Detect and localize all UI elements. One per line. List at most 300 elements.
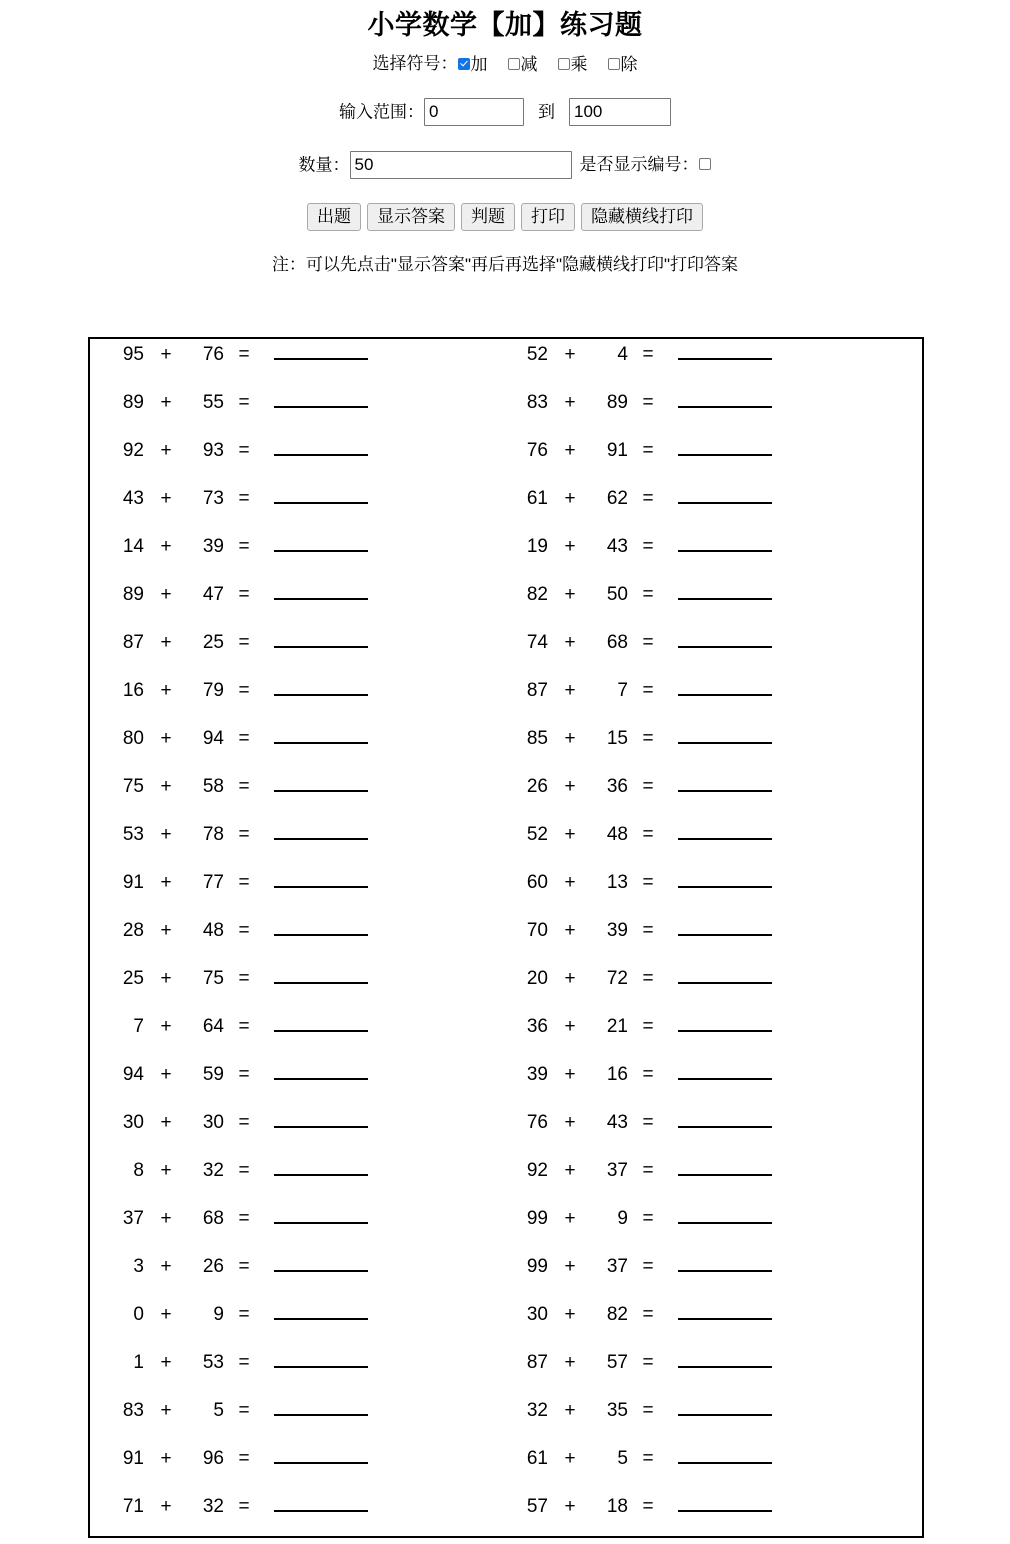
operand-a: 14: [122, 536, 144, 557]
problem-row: [512, 728, 922, 776]
problem-row: [512, 1064, 922, 1112]
operand-a: 0: [133, 1304, 144, 1325]
problem-row: [108, 440, 506, 488]
equals-symbol: =: [642, 1064, 654, 1085]
answer-blank[interactable]: [678, 392, 772, 408]
answer-blank[interactable]: [678, 920, 772, 936]
symbol-checkbox-1[interactable]: [508, 58, 520, 70]
operand-b: 7: [617, 680, 628, 701]
equals-symbol: =: [238, 1208, 250, 1229]
equals-symbol: =: [642, 1352, 654, 1373]
equals-symbol: =: [238, 920, 250, 941]
operand-a: 61: [526, 488, 548, 509]
answer-blank[interactable]: [678, 440, 772, 456]
operand-b: 43: [606, 536, 628, 557]
answer-blank[interactable]: [678, 1496, 772, 1512]
note-row: [0, 256, 1010, 273]
answer-blank[interactable]: [678, 632, 772, 648]
problems-container: [88, 337, 924, 1538]
action-button-2[interactable]: 判题: [461, 203, 515, 232]
problem-row: [512, 1496, 922, 1544]
operator-symbol: +: [160, 536, 172, 557]
operand-a: 71: [122, 1496, 144, 1517]
answer-blank[interactable]: [274, 968, 368, 984]
operand-b: 77: [202, 872, 224, 893]
problem-row: [512, 1208, 922, 1256]
operator-symbol: +: [564, 1112, 576, 1133]
problem-row: [512, 584, 922, 632]
operator-symbol: +: [160, 1304, 172, 1325]
problem-row: [108, 1112, 506, 1160]
symbol-select-label: 选择符号：: [372, 54, 458, 74]
equals-symbol: =: [238, 680, 250, 701]
problem-row: [512, 920, 922, 968]
equals-symbol: =: [642, 344, 654, 365]
operator-symbol: +: [564, 1496, 576, 1517]
problem-row: [108, 728, 506, 776]
problem-row: [108, 1160, 506, 1208]
operand-b: 32: [202, 1160, 224, 1181]
answer-blank[interactable]: [274, 920, 368, 936]
count-row: [0, 151, 1010, 179]
answer-blank[interactable]: [274, 1448, 368, 1464]
operator-symbol: +: [564, 776, 576, 797]
answer-blank[interactable]: [274, 1112, 368, 1128]
equals-symbol: =: [642, 872, 654, 893]
operator-symbol: +: [160, 1400, 172, 1421]
operand-b: 48: [606, 824, 628, 845]
equals-symbol: =: [642, 1112, 654, 1133]
equals-symbol: =: [642, 1400, 654, 1421]
answer-blank[interactable]: [678, 872, 772, 888]
operand-a: 8: [133, 1160, 144, 1181]
answer-blank[interactable]: [274, 680, 368, 696]
problem-row: [512, 536, 922, 584]
equals-symbol: =: [642, 1496, 654, 1517]
problem-row: [108, 344, 506, 392]
operand-a: 87: [526, 1352, 548, 1373]
problem-row: [512, 680, 922, 728]
problem-row: [512, 1448, 922, 1496]
symbol-option-label: 减: [520, 54, 538, 74]
equals-symbol: =: [642, 824, 654, 845]
answer-blank[interactable]: [678, 1256, 772, 1272]
answer-blank[interactable]: [678, 488, 772, 504]
equals-symbol: =: [238, 632, 250, 653]
operand-b: 96: [202, 1448, 224, 1469]
answer-blank[interactable]: [274, 1352, 368, 1368]
count-input[interactable]: [350, 151, 572, 179]
problem-row: [108, 1496, 506, 1544]
answer-blank[interactable]: [678, 1448, 772, 1464]
operand-b: 39: [202, 536, 224, 557]
answer-blank[interactable]: [274, 632, 368, 648]
operand-b: 78: [202, 824, 224, 845]
operand-b: 9: [617, 1208, 628, 1229]
operand-a: 7: [133, 1016, 144, 1037]
operand-b: 26: [202, 1256, 224, 1277]
symbol-option-label: 乘: [570, 54, 588, 74]
operator-symbol: +: [160, 1064, 172, 1085]
equals-symbol: =: [642, 920, 654, 941]
operand-a: 16: [122, 680, 144, 701]
operand-a: 39: [526, 1064, 548, 1085]
symbol-checkbox-0[interactable]: [458, 58, 470, 70]
operator-symbol: +: [564, 440, 576, 461]
operand-a: 85: [526, 728, 548, 749]
symbol-option-1[interactable]: [508, 55, 538, 73]
problem-row: [512, 776, 922, 824]
operand-b: 72: [606, 968, 628, 989]
operator-symbol: +: [564, 488, 576, 509]
operand-a: 82: [526, 584, 548, 605]
operand-b: 37: [606, 1160, 628, 1181]
answer-blank[interactable]: [274, 440, 368, 456]
answer-blank[interactable]: [274, 1496, 368, 1512]
answer-blank[interactable]: [274, 1256, 368, 1272]
answer-blank[interactable]: [678, 824, 772, 840]
answer-blank[interactable]: [678, 728, 772, 744]
operand-b: 89: [606, 392, 628, 413]
operand-b: 82: [606, 1304, 628, 1325]
operand-b: 94: [202, 728, 224, 749]
equals-symbol: =: [642, 1256, 654, 1277]
answer-blank[interactable]: [274, 728, 368, 744]
answer-blank[interactable]: [678, 1064, 772, 1080]
operator-symbol: +: [564, 632, 576, 653]
operator-symbol: +: [564, 680, 576, 701]
operand-a: 3: [133, 1256, 144, 1277]
operand-a: 89: [122, 584, 144, 605]
problem-row: [512, 1256, 922, 1304]
problem-row: [512, 824, 922, 872]
problem-row: [512, 488, 922, 536]
operator-symbol: +: [564, 1448, 576, 1469]
answer-blank[interactable]: [678, 1304, 772, 1320]
operand-b: 47: [202, 584, 224, 605]
range-to-input[interactable]: [569, 98, 671, 126]
symbol-select-row: [0, 54, 1010, 73]
equals-symbol: =: [238, 1016, 250, 1037]
equals-symbol: =: [238, 1064, 250, 1085]
operand-b: 25: [202, 632, 224, 653]
equals-symbol: =: [238, 1400, 250, 1421]
symbol-option-3[interactable]: [608, 55, 638, 73]
answer-blank[interactable]: [678, 1208, 772, 1224]
operator-symbol: +: [564, 1016, 576, 1037]
equals-symbol: =: [238, 824, 250, 845]
operand-a: 52: [526, 344, 548, 365]
answer-blank[interactable]: [274, 584, 368, 600]
answer-blank[interactable]: [678, 968, 772, 984]
equals-symbol: =: [238, 1160, 250, 1181]
operand-a: 36: [526, 1016, 548, 1037]
operand-b: 73: [202, 488, 224, 509]
operand-a: 57: [526, 1496, 548, 1517]
operand-b: 9: [213, 1304, 224, 1325]
problem-row: [108, 584, 506, 632]
operator-symbol: +: [564, 1352, 576, 1373]
answer-blank[interactable]: [678, 1400, 772, 1416]
operator-symbol: +: [564, 872, 576, 893]
operand-a: 30: [122, 1112, 144, 1133]
answer-blank[interactable]: [678, 1112, 772, 1128]
operator-symbol: +: [160, 1208, 172, 1229]
operand-b: 48: [202, 920, 224, 941]
answer-blank[interactable]: [274, 824, 368, 840]
answer-blank[interactable]: [274, 536, 368, 552]
operand-b: 68: [606, 632, 628, 653]
operand-a: 1: [133, 1352, 144, 1373]
operator-symbol: +: [160, 1352, 172, 1373]
answer-blank[interactable]: [678, 776, 772, 792]
equals-symbol: =: [238, 344, 250, 365]
operator-symbol: +: [160, 776, 172, 797]
answer-blank[interactable]: [678, 1016, 772, 1032]
symbol-option-label: 加: [470, 54, 488, 74]
operator-symbol: +: [160, 728, 172, 749]
answer-blank[interactable]: [274, 1208, 368, 1224]
operand-a: 76: [526, 440, 548, 461]
operand-a: 99: [526, 1208, 548, 1229]
problem-row: [108, 1304, 506, 1352]
answer-blank[interactable]: [678, 344, 772, 360]
equals-symbol: =: [642, 968, 654, 989]
answer-blank[interactable]: [274, 776, 368, 792]
operand-b: 32: [202, 1496, 224, 1517]
operator-symbol: +: [564, 1160, 576, 1181]
equals-symbol: =: [238, 872, 250, 893]
operator-symbol: +: [160, 488, 172, 509]
operand-a: 20: [526, 968, 548, 989]
operator-symbol: +: [160, 1496, 172, 1517]
range-input-row: [0, 98, 1010, 126]
show-number-checkbox[interactable]: [699, 158, 711, 170]
operand-a: 87: [526, 680, 548, 701]
operator-symbol: +: [160, 680, 172, 701]
operand-b: 4: [617, 344, 628, 365]
operand-a: 30: [526, 1304, 548, 1325]
operand-a: 94: [122, 1064, 144, 1085]
operand-a: 89: [122, 392, 144, 413]
equals-symbol: =: [642, 1304, 654, 1325]
symbol-checkbox-3[interactable]: [608, 58, 620, 70]
operand-b: 5: [213, 1400, 224, 1421]
problem-row: [108, 632, 506, 680]
operand-a: 91: [122, 1448, 144, 1469]
operand-a: 83: [122, 1400, 144, 1421]
answer-blank[interactable]: [274, 1400, 368, 1416]
problem-row: [512, 968, 922, 1016]
answer-blank[interactable]: [274, 872, 368, 888]
answer-blank[interactable]: [678, 1160, 772, 1176]
problem-row: [108, 872, 506, 920]
operand-b: 76: [202, 344, 224, 365]
operand-b: 62: [606, 488, 628, 509]
answer-blank[interactable]: [274, 1064, 368, 1080]
equals-symbol: =: [642, 1208, 654, 1229]
operator-symbol: +: [564, 728, 576, 749]
equals-symbol: =: [642, 632, 654, 653]
problem-row: [512, 1400, 922, 1448]
operator-symbol: +: [564, 1400, 576, 1421]
operator-symbol: +: [160, 584, 172, 605]
action-button-0[interactable]: 出题: [307, 203, 361, 232]
page-title: 小学数学【加】练习题: [367, 10, 643, 40]
answer-blank[interactable]: [274, 1016, 368, 1032]
problem-row: [108, 1208, 506, 1256]
equals-symbol: =: [642, 584, 654, 605]
operand-a: 75: [122, 776, 144, 797]
operand-a: 74: [526, 632, 548, 653]
operand-b: 50: [606, 584, 628, 605]
operand-b: 75: [202, 968, 224, 989]
problem-row: [512, 872, 922, 920]
answer-blank[interactable]: [678, 584, 772, 600]
operand-a: 32: [526, 1400, 548, 1421]
operator-symbol: +: [564, 536, 576, 557]
range-from-input[interactable]: [424, 98, 524, 126]
symbol-option-label: 除: [620, 54, 638, 74]
operator-symbol: +: [564, 920, 576, 941]
equals-symbol: =: [642, 776, 654, 797]
problem-row: [108, 1016, 506, 1064]
equals-symbol: =: [238, 440, 250, 461]
operand-b: 57: [606, 1352, 628, 1373]
operand-b: 35: [606, 1400, 628, 1421]
equals-symbol: =: [642, 1448, 654, 1469]
problem-row: [108, 488, 506, 536]
operand-b: 43: [606, 1112, 628, 1133]
operator-symbol: +: [160, 920, 172, 941]
equals-symbol: =: [238, 536, 250, 557]
equals-symbol: =: [642, 728, 654, 749]
operator-symbol: +: [160, 1160, 172, 1181]
symbol-option-0[interactable]: [458, 55, 488, 73]
action-button-1[interactable]: 显示答案: [367, 203, 455, 232]
action-button-4[interactable]: 隐藏横线打印: [581, 203, 703, 232]
problem-row: [512, 344, 922, 392]
operand-a: 92: [526, 1160, 548, 1181]
operator-symbol: +: [564, 584, 576, 605]
problem-row: [512, 440, 922, 488]
problem-row: [512, 1160, 922, 1208]
operand-a: 92: [122, 440, 144, 461]
operator-symbol: +: [564, 344, 576, 365]
answer-blank[interactable]: [274, 392, 368, 408]
action-button-3[interactable]: 打印: [521, 203, 575, 232]
operator-symbol: +: [564, 1064, 576, 1085]
operand-b: 13: [606, 872, 628, 893]
operator-symbol: +: [160, 632, 172, 653]
operand-a: 95: [122, 344, 144, 365]
operator-symbol: +: [160, 968, 172, 989]
equals-symbol: =: [642, 680, 654, 701]
equals-symbol: =: [238, 968, 250, 989]
operand-b: 30: [202, 1112, 224, 1133]
operand-b: 16: [606, 1064, 628, 1085]
equals-symbol: =: [642, 488, 654, 509]
operand-b: 36: [606, 776, 628, 797]
equals-symbol: =: [642, 1160, 654, 1181]
operator-symbol: +: [564, 1304, 576, 1325]
problem-row: [108, 536, 506, 584]
equals-symbol: =: [238, 1448, 250, 1469]
equals-symbol: =: [238, 488, 250, 509]
operand-b: 58: [202, 776, 224, 797]
operator-symbol: +: [160, 440, 172, 461]
operator-symbol: +: [160, 1256, 172, 1277]
operator-symbol: +: [564, 392, 576, 413]
operand-a: 28: [122, 920, 144, 941]
equals-symbol: =: [642, 440, 654, 461]
problems-columns: [90, 339, 922, 1544]
equals-symbol: =: [238, 1256, 250, 1277]
operator-symbol: +: [160, 1112, 172, 1133]
operand-a: 52: [526, 824, 548, 845]
operator-symbol: +: [160, 344, 172, 365]
equals-symbol: =: [238, 1304, 250, 1325]
answer-blank[interactable]: [678, 1352, 772, 1368]
answer-blank[interactable]: [274, 1160, 368, 1176]
equals-symbol: =: [238, 1352, 250, 1373]
operator-symbol: +: [160, 1016, 172, 1037]
problem-row: [108, 1064, 506, 1112]
problem-row: [108, 1400, 506, 1448]
problem-row: [512, 632, 922, 680]
operand-a: 37: [122, 1208, 144, 1229]
problem-row: [108, 1448, 506, 1496]
operand-a: 91: [122, 872, 144, 893]
operand-a: 87: [122, 632, 144, 653]
problem-row: [512, 1112, 922, 1160]
equals-symbol: =: [642, 392, 654, 413]
operand-a: 83: [526, 392, 548, 413]
problem-row: [512, 392, 922, 440]
operator-symbol: +: [160, 392, 172, 413]
operand-b: 5: [617, 1448, 628, 1469]
operand-b: 21: [606, 1016, 628, 1037]
operand-a: 76: [526, 1112, 548, 1133]
operator-symbol: +: [160, 872, 172, 893]
problems-right-column: [506, 344, 922, 1544]
problem-row: [108, 920, 506, 968]
operand-a: 80: [122, 728, 144, 749]
symbol-option-2[interactable]: [558, 55, 588, 73]
count-label: 数量：: [298, 155, 350, 175]
problem-row: [512, 1352, 922, 1400]
operand-b: 55: [202, 392, 224, 413]
equals-symbol: =: [238, 728, 250, 749]
operator-symbol: +: [564, 824, 576, 845]
operand-b: 68: [202, 1208, 224, 1229]
operand-a: 25: [122, 968, 144, 989]
problem-row: [108, 392, 506, 440]
problem-row: [108, 968, 506, 1016]
answer-blank[interactable]: [678, 680, 772, 696]
symbol-checkbox-2[interactable]: [558, 58, 570, 70]
operand-a: 70: [526, 920, 548, 941]
show-number-label: 是否显示编号：: [579, 155, 699, 175]
operand-a: 61: [526, 1448, 548, 1469]
answer-blank[interactable]: [678, 536, 772, 552]
answer-blank[interactable]: [274, 344, 368, 360]
operand-b: 53: [202, 1352, 224, 1373]
answer-blank[interactable]: [274, 488, 368, 504]
problem-row: [108, 776, 506, 824]
answer-blank[interactable]: [274, 1304, 368, 1320]
problem-row: [108, 1256, 506, 1304]
